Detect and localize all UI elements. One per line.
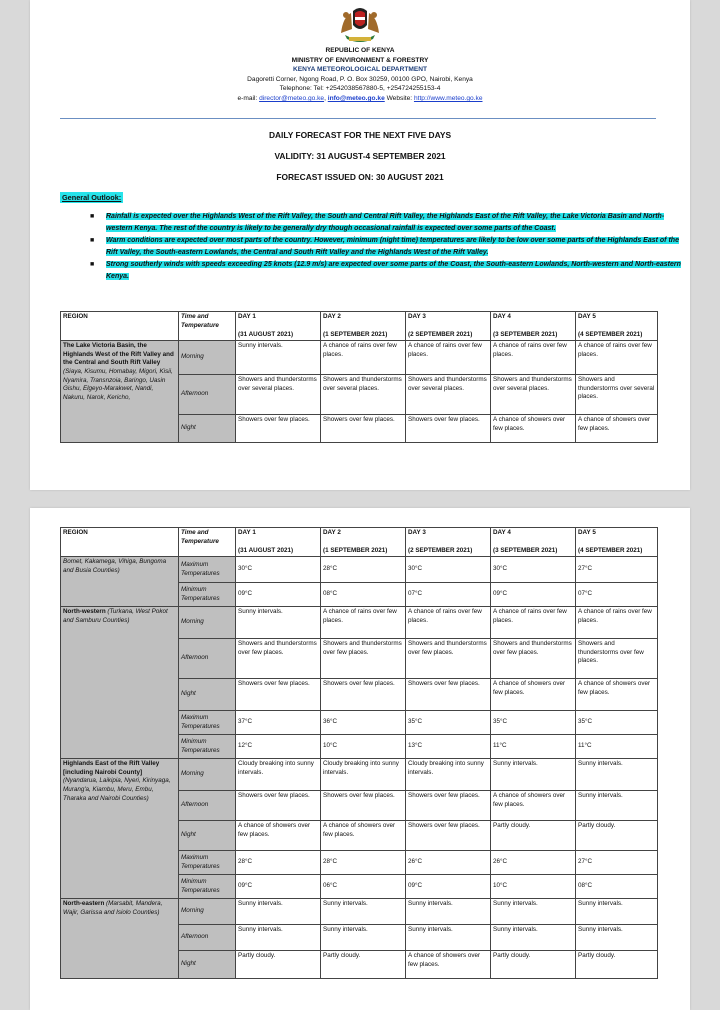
- forecast-cell: Sunny intervals.: [576, 925, 658, 951]
- time-cell: Afternoon: [179, 639, 236, 679]
- region-name: North-western: [63, 608, 106, 616]
- region-cell: [61, 899, 179, 979]
- outlook-bullets: [88, 211, 688, 283]
- day-date: (2 SEPTEMBER 2021): [408, 546, 473, 554]
- forecast-cell: Showers over few places.: [236, 415, 321, 443]
- forecast-table-page-2: [60, 527, 658, 979]
- time-cell: Morning: [179, 759, 236, 791]
- forecast-cell: A chance of rains over few places.: [491, 341, 576, 375]
- day-date: (3 SEPTEMBER 2021): [493, 330, 558, 338]
- forecast-cell: 26°C: [491, 851, 576, 875]
- region-counties: (Nyandarua, Laikipia, Nyeri, Kirinyaga, Murang'a, Kiambu, Meru, Embu, Tharaka and Nairobi Counties): [63, 777, 171, 802]
- forecast-cell: A chance of rains over few places.: [576, 607, 658, 639]
- forecast-cell: A chance of showers over few places.: [491, 415, 576, 443]
- time-cell: Afternoon: [179, 791, 236, 821]
- forecast-cell: Showers over few places.: [321, 791, 406, 821]
- day-date: (31 AUGUST 2021): [238, 330, 294, 338]
- region-counties: (Siaya, Kisumu, Homabay, Migori, Kisii, Nyamira, Transnzoia, Baringo, Uasin Gishu, Elgeyo-Marakwet, Nandi, Nakuru, Narok, Kericho,: [63, 367, 173, 401]
- forecast-cell: Showers and thunderstorms over several places.: [406, 375, 491, 415]
- day-label: DAY 4: [493, 313, 511, 320]
- region-name: North-eastern: [63, 900, 105, 908]
- forecast-cell: A chance of showers over few places.: [576, 415, 658, 443]
- forecast-cell: 12°C: [236, 735, 321, 759]
- day-label: DAY 1: [238, 313, 256, 320]
- outlook-bullet: [88, 211, 688, 235]
- day-date: (3 SEPTEMBER 2021): [493, 546, 558, 554]
- forecast-cell: A chance of showers over few places.: [491, 679, 576, 711]
- forecast-cell: 07°C: [576, 583, 658, 607]
- forecast-cell: Showers over few places.: [321, 415, 406, 443]
- forecast-cell: Cloudy breaking into sunny intervals.: [236, 759, 321, 791]
- day-header: [576, 528, 658, 557]
- day-label: DAY 3: [408, 529, 426, 536]
- forecast-cell: Sunny intervals.: [576, 791, 658, 821]
- website-prefix: Website:: [384, 94, 414, 102]
- forecast-cell: Sunny intervals.: [236, 607, 321, 639]
- time-cell: Afternoon: [179, 375, 236, 415]
- forecast-cell: Sunny intervals.: [491, 759, 576, 791]
- email-prefix: e-mail:: [237, 94, 260, 102]
- forecast-cell: 08°C: [321, 583, 406, 607]
- forecast-cell: A chance of showers over few places.: [491, 791, 576, 821]
- forecast-cell: Cloudy breaking into sunny intervals.: [321, 759, 406, 791]
- day-header: [576, 312, 658, 341]
- forecast-cell: Showers and thunderstorms over few places.: [491, 639, 576, 679]
- forecast-table-page-1: [60, 311, 658, 443]
- region-cell: [61, 341, 179, 443]
- forecast-cell: Showers and thunderstorms over several places.: [321, 375, 406, 415]
- forecast-cell: Showers and thunderstorms over several places.: [576, 375, 658, 415]
- day-header: [236, 312, 321, 341]
- forecast-cell: Showers and thunderstorms over several places.: [236, 375, 321, 415]
- time-cell: Night: [179, 821, 236, 851]
- table-row: [61, 899, 658, 925]
- forecast-cell: 27°C: [576, 851, 658, 875]
- day-label: DAY 1: [238, 529, 256, 536]
- time-cell: Morning: [179, 899, 236, 925]
- forecast-cell: 35°C: [491, 711, 576, 735]
- forecast-cell: 11°C: [491, 735, 576, 759]
- day-header: [406, 528, 491, 557]
- table-row: [61, 607, 658, 639]
- outlook-bullet: [88, 235, 688, 259]
- forecast-cell: A chance of showers over few places.: [236, 821, 321, 851]
- region-counties: (Turkana, West Pokot and Samburu Counties): [63, 608, 168, 624]
- email-director-link[interactable]: director@meteo.go.ke: [259, 94, 325, 102]
- time-cell: Night: [179, 415, 236, 443]
- table-row: [61, 557, 658, 583]
- forecast-cell: 08°C: [576, 875, 658, 899]
- forecast-cell: A chance of showers over few places.: [406, 951, 491, 979]
- day-label: DAY 2: [323, 313, 341, 320]
- forecast-cell: 28°C: [321, 851, 406, 875]
- table-header-row: [61, 312, 658, 341]
- day-label: DAY 2: [323, 529, 341, 536]
- time-cell: Maximum Temperatures: [179, 851, 236, 875]
- forecast-cell: A chance of showers over few places.: [321, 821, 406, 851]
- outlook-bullet: [88, 259, 688, 283]
- region-name: The Lake Victoria Basin, the Highlands West of the Rift Valley and the Central and South Rift Valley: [63, 342, 174, 367]
- forecast-cell: Sunny intervals.: [321, 899, 406, 925]
- forecast-cell: 09°C: [406, 875, 491, 899]
- forecast-cell: Sunny intervals.: [321, 925, 406, 951]
- forecast-cell: Cloudy breaking into sunny intervals.: [406, 759, 491, 791]
- time-cell: Morning: [179, 607, 236, 639]
- bullet-icon: ■: [90, 237, 95, 244]
- forecast-cell: Partly cloudy.: [321, 951, 406, 979]
- region-header: REGION: [61, 312, 179, 341]
- telephone-line: Telephone: Tel: +2542038567880-5, +254724255153-4: [279, 85, 441, 93]
- forecast-cell: Partly cloudy.: [576, 951, 658, 979]
- general-outlook-heading: General Outlook:: [62, 193, 122, 202]
- forecast-cell: A chance of rains over few places.: [491, 607, 576, 639]
- email-info-link[interactable]: info@meteo.go.ke: [327, 94, 385, 102]
- region-header: REGION: [61, 528, 179, 557]
- forecast-cell: 10°C: [321, 735, 406, 759]
- day-label: DAY 5: [578, 313, 596, 320]
- forecast-cell: Showers and thunderstorms over few places.: [576, 639, 658, 679]
- table-row: [61, 759, 658, 791]
- day-header: [491, 312, 576, 341]
- day-label: DAY 5: [578, 529, 596, 536]
- document-page-1: [30, 0, 690, 490]
- day-header: [406, 312, 491, 341]
- forecast-cell: 30°C: [491, 557, 576, 583]
- document-page-2: [30, 508, 690, 1010]
- forecast-cell: 09°C: [236, 583, 321, 607]
- forecast-cell: Sunny intervals.: [236, 925, 321, 951]
- day-date: (2 SEPTEMBER 2021): [408, 330, 473, 338]
- forecast-cell: 09°C: [491, 583, 576, 607]
- forecast-cell: Showers over few places.: [236, 791, 321, 821]
- address-line: Dagoretti Corner, Ngong Road, P. O. Box 30259, 00100 GPO, Nairobi, Kenya: [247, 75, 473, 83]
- time-cell: Night: [179, 679, 236, 711]
- forecast-cell: 11°C: [576, 735, 658, 759]
- forecast-cell: Sunny intervals.: [236, 899, 321, 925]
- issued-line: FORECAST ISSUED ON: 30 AUGUST 2021: [276, 172, 444, 182]
- republic-line: REPUBLIC OF KENYA: [325, 47, 395, 54]
- day-label: DAY 4: [493, 529, 511, 536]
- forecast-cell: A chance of showers over few places.: [576, 679, 658, 711]
- forecast-cell: 30°C: [406, 557, 491, 583]
- day-date: (4 SEPTEMBER 2021): [578, 546, 643, 554]
- time-cell: Minimum Temperatures: [179, 735, 236, 759]
- forecast-cell: Showers over few places.: [406, 679, 491, 711]
- ministry-line: MINISTRY OF ENVIRONMENT & FORESTRY: [291, 56, 429, 64]
- outlook-bullet-text: Warm conditions are expected over most parts of the country. However, minimum (night time) temperatures are likely to be low over some parts of the Highlands East of the Rift Valley, the South-eastern Lowlands, the Central and South Rift Valley and the Highlands West of the Rift Valley.: [106, 237, 679, 256]
- region-name: Highlands East of the Rift Valley [including Nairobi County]: [63, 760, 160, 776]
- day-header: [491, 528, 576, 557]
- forecast-cell: 35°C: [406, 711, 491, 735]
- kenya-coat-of-arms-icon: [337, 3, 383, 43]
- day-date: (1 SEPTEMBER 2021): [323, 330, 388, 338]
- forecast-titles: [30, 128, 690, 191]
- region-counties: (Marsabit, Mandera, Wajir, Garissa and Isiolo Counties): [63, 900, 163, 916]
- forecast-cell: 30°C: [236, 557, 321, 583]
- time-cell: Maximum Temperatures: [179, 711, 236, 735]
- header-divider: [60, 118, 656, 119]
- bullet-icon: ■: [90, 261, 95, 268]
- forecast-cell: 35°C: [576, 711, 658, 735]
- forecast-cell: 27°C: [576, 557, 658, 583]
- forecast-cell: A chance of rains over few places.: [576, 341, 658, 375]
- forecast-cell: A chance of rains over few places.: [321, 341, 406, 375]
- time-header: Time and Temperature: [179, 312, 236, 341]
- forecast-cell: 26°C: [406, 851, 491, 875]
- forecast-cell: Sunny intervals.: [406, 925, 491, 951]
- day-header: [236, 528, 321, 557]
- forecast-cell: 07°C: [406, 583, 491, 607]
- forecast-cell: Partly cloudy.: [491, 951, 576, 979]
- forecast-cell: A chance of rains over few places.: [321, 607, 406, 639]
- day-date: (1 SEPTEMBER 2021): [323, 546, 388, 554]
- forecast-cell: Partly cloudy.: [236, 951, 321, 979]
- bullet-icon: ■: [90, 213, 95, 220]
- day-label: DAY 3: [408, 313, 426, 320]
- time-cell: Maximum Temperatures: [179, 557, 236, 583]
- forecast-cell: 37°C: [236, 711, 321, 735]
- contact-line: [30, 94, 690, 104]
- region-cell: [61, 759, 179, 899]
- forecast-cell: Showers over few places.: [406, 791, 491, 821]
- letterhead: [30, 46, 690, 104]
- forecast-cell: Showers and thunderstorms over few places.: [321, 639, 406, 679]
- table-header-row: [61, 528, 658, 557]
- forecast-cell: Partly cloudy.: [491, 821, 576, 851]
- department-line: KENYA METEOROLOGICAL DEPARTMENT: [292, 66, 428, 74]
- forecast-cell: Showers and thunderstorms over few places.: [236, 639, 321, 679]
- forecast-cell: 13°C: [406, 735, 491, 759]
- website-link[interactable]: http://www.meteo.go.ke: [413, 94, 483, 102]
- region-counties: Bomet, Kakamega, Vihiga, Bungoma and Busia Counties): [63, 558, 167, 574]
- forecast-cell: Showers over few places.: [321, 679, 406, 711]
- region-cell: [61, 607, 179, 759]
- time-cell: Afternoon: [179, 925, 236, 951]
- email-separator: ,: [324, 94, 328, 102]
- table-row: [61, 341, 658, 375]
- forecast-cell: A chance of rains over few places.: [406, 341, 491, 375]
- validity-line: VALIDITY: 31 AUGUST-4 SEPTEMBER 2021: [274, 151, 446, 161]
- time-cell: Minimum Temperatures: [179, 875, 236, 899]
- forecast-cell: A chance of rains over few places.: [406, 607, 491, 639]
- time-cell: Night: [179, 951, 236, 979]
- forecast-cell: Showers over few places.: [236, 679, 321, 711]
- forecast-cell: Sunny intervals.: [491, 925, 576, 951]
- forecast-cell: Showers and thunderstorms over several places.: [491, 375, 576, 415]
- day-date: (4 SEPTEMBER 2021): [578, 330, 643, 338]
- day-header: [321, 528, 406, 557]
- time-cell: Minimum Temperatures: [179, 583, 236, 607]
- region-cell: [61, 557, 179, 607]
- time-header: Time and Temperature: [179, 528, 236, 557]
- outlook-bullet-text: Rainfall is expected over the Highlands West of the Rift Valley, the South and Central Rift Valley, the Highlands East of the Rift Valley, the Lake Victoria Basin and North-western Kenya. The rest of the country is likely to be generally dry though occasional rainfall is expected over some parts of the Coast.: [106, 213, 665, 232]
- forecast-cell: 28°C: [321, 557, 406, 583]
- day-header: [321, 312, 406, 341]
- forecast-cell: 09°C: [236, 875, 321, 899]
- forecast-cell: 36°C: [321, 711, 406, 735]
- day-date: (31 AUGUST 2021): [238, 546, 294, 554]
- forecast-cell: Showers and thunderstorms over few places.: [406, 639, 491, 679]
- forecast-cell: Sunny intervals.: [576, 759, 658, 791]
- forecast-cell: Partly cloudy.: [576, 821, 658, 851]
- forecast-title: DAILY FORECAST FOR THE NEXT FIVE DAYS: [268, 130, 452, 140]
- forecast-cell: Sunny intervals.: [576, 899, 658, 925]
- forecast-cell: 28°C: [236, 851, 321, 875]
- forecast-cell: Sunny intervals.: [491, 899, 576, 925]
- forecast-cell: 06°C: [321, 875, 406, 899]
- forecast-cell: 10°C: [491, 875, 576, 899]
- outlook-bullet-text: Strong southerly winds with speeds exceeding 25 knots (12.9 m/s) are expected over some parts of the Coast, the South-eastern Lowlands, North-western and North-eastern Kenya.: [106, 261, 681, 280]
- forecast-cell: Sunny intervals.: [406, 899, 491, 925]
- time-cell: Morning: [179, 341, 236, 375]
- forecast-cell: Showers over few places.: [406, 415, 491, 443]
- forecast-cell: Sunny intervals.: [236, 341, 321, 375]
- forecast-cell: Showers over few places.: [406, 821, 491, 851]
